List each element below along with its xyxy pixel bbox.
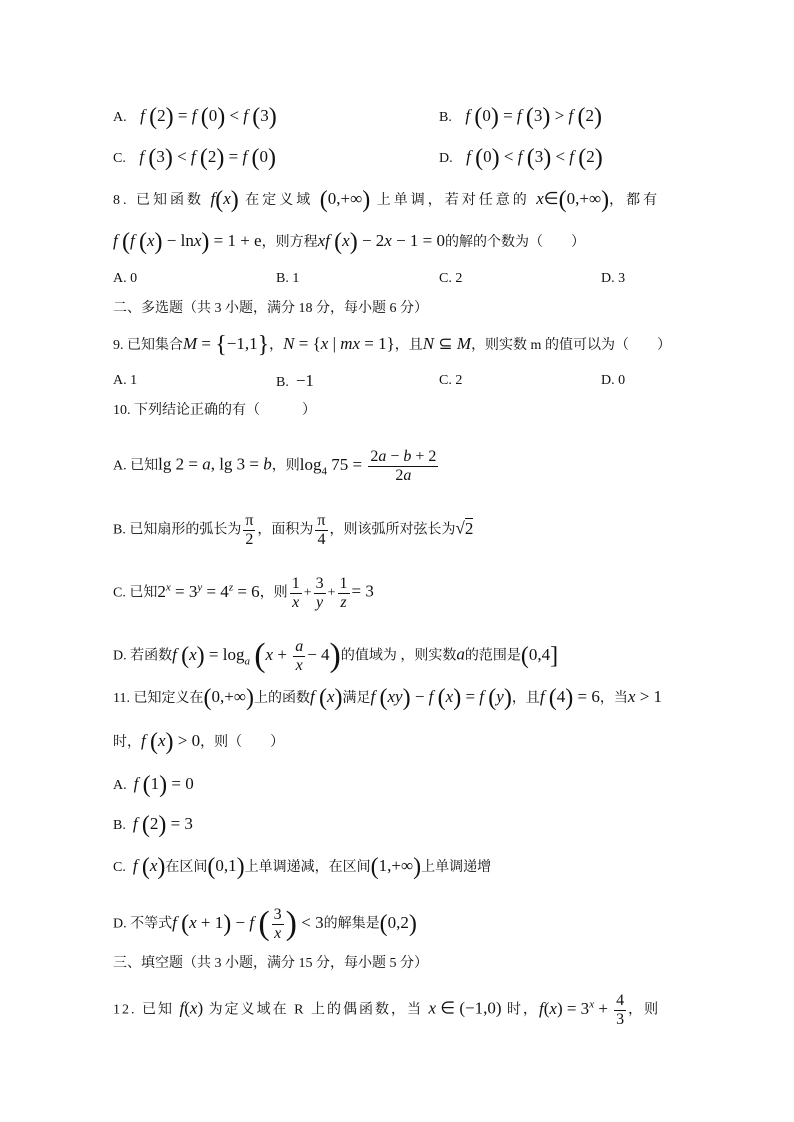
q11-text: 时，	[113, 735, 141, 750]
q8-option-d: D. 3	[601, 271, 626, 286]
q11-text: ，当	[599, 691, 628, 706]
q9-text: ，则实数 m 的值可以为（ ）	[471, 338, 671, 353]
q11-text: 的解集是	[323, 916, 380, 932]
q11-option-b: B. f (2) = 3	[113, 812, 193, 838]
q10-text: A. 已知	[113, 458, 159, 474]
q7-option-a: A. f (2) = f (0) < f (3)	[113, 104, 277, 130]
q11-stem-line2: 时，f (x) > 0，则（ ）	[113, 729, 285, 755]
q11-text: 上单调递减，在区间	[244, 860, 371, 875]
q11-text: ，则（ ）	[200, 735, 285, 750]
q10-text: 的范围是	[464, 648, 521, 664]
q10-text: ，则	[259, 585, 288, 601]
q8-option-a: A. 0	[113, 271, 138, 286]
q11-option-d: D. 不等式f (x + 1) − f ( $\frac{3}{x}$ ) < 3的解集是(0,2)	[113, 904, 417, 942]
q9-text: 已知集合	[127, 338, 183, 353]
q12-text: ，则	[628, 1002, 661, 1018]
q8-stem-line1: 8. 已知函数 f(x) 在定义域 (0,+∞) 上单调，若对任意的 x∈(0,+∞)，都有	[113, 187, 661, 213]
q12-text: 12. 已知	[113, 1002, 174, 1018]
q7-option-d: D. f (0) < f (3) < f (2)	[439, 145, 603, 171]
q10-text: D. 若函数	[113, 648, 173, 664]
option-label: B.	[113, 818, 126, 833]
q8-text: ，都有	[609, 193, 661, 208]
option-label: B.	[276, 375, 289, 390]
q10-text: C. 已知	[113, 585, 158, 601]
q8-text: 上单调，若对任意的	[376, 193, 530, 208]
q9-stem: 9. 已知集合M = {−1,1}，N = {x | mx = 1}，且N ⊆ M，则实数 m 的值可以为（ ）	[113, 332, 671, 358]
q11-option-c: C. f (x)在区间(0,1)上单调递减，在区间(1,+∞)上单调递增	[113, 854, 492, 880]
q8-option-c: C. 2	[439, 271, 463, 286]
q7-option-b: B. f (0) = f (3) > f (2)	[439, 104, 602, 130]
q11-text: 11. 已知定义在	[113, 691, 204, 706]
q11-text: ，且	[511, 691, 540, 706]
q12-text: 时，	[506, 1002, 539, 1018]
option-label: C.	[113, 860, 126, 875]
q11-option-a: A. f (1) = 0	[113, 772, 194, 798]
q9-option-b	[276, 372, 314, 392]
q10-option-d: D. 若函数f $(x) = \log_a (x$ + $\frac{a}{x}$ − 4)的值域为 ，则实数a的范围是(0,4]	[113, 636, 559, 674]
option-label: C.	[113, 151, 126, 166]
q12-stem: 12. 已知 f(x) 为定义域在 R 上的偶函数，当 x ∈ (−1,0) 时，$f(x) = 3^x$ + $\frac{4}{3}$ ，则	[113, 992, 661, 1028]
q11-text: 满足	[342, 691, 371, 706]
q8-option-b: B. 1	[276, 271, 300, 286]
q10-option-a: A. 已知lg 2 = a, lg 3 = b，则$\log_4 75$ = $\frac{2a - b + 2}{2a}$	[113, 448, 437, 484]
q10-option-b: B. 已知扇形的弧长为 $\frac{\pi}{2}$ ，面积为 $\frac{\pi}{4}$ ，则该弧所对弦长为√2	[113, 512, 474, 548]
q10-text: ，面积为	[257, 522, 314, 538]
q10-text: B. 已知扇形的弧长为	[113, 522, 242, 538]
q10-text: ，则该弧所对弦长为	[329, 522, 456, 538]
q10-text: ，则	[271, 458, 300, 474]
question-number: 9.	[113, 338, 124, 353]
q9-text: ，且	[394, 338, 423, 353]
q10-stem: 10. 下列结论正确的有（ ）	[113, 403, 316, 418]
q11-text: 上单调递增	[421, 860, 492, 875]
q12-text: 为定义域在 R 上的偶函数，当	[208, 1002, 423, 1018]
q8-stem-line2: f (f (x) − lnx) = 1 + e，则方程xf (x) − 2x − 1 = 0的解的个数为（ ）	[113, 229, 586, 255]
q7-option-c: C. f (3) < f (2) = f (0)	[113, 145, 276, 171]
q9-option-d: D. 0	[601, 373, 626, 388]
question-number: 8.	[113, 193, 130, 208]
q11-text: 上的函数	[253, 691, 310, 706]
q8-text: 在定义域	[245, 193, 314, 208]
q9-option-c: C. 2	[439, 373, 463, 388]
option-label: D.	[439, 151, 453, 166]
section-heading-3: 三、填空题（共 3 小题，满分 15 分，每小题 5 分）	[113, 956, 428, 971]
q10-option-c: C. 已知$2^x = 3^y = 4^z = 6$，则 $\frac{1}{x}$ + $\frac{3}{y}$ + $\frac{1}{z}$ = 3	[113, 575, 374, 611]
q9-option-a: A. 1	[113, 373, 138, 388]
option-label: B.	[439, 110, 452, 125]
option-value: −1	[295, 371, 314, 390]
q8-text: 已知函数	[136, 193, 204, 208]
q11-stem-line1: 11. 已知定义在(0,+∞)上的函数f (x)满足f (xy) − f (x) = f (y)，且f (4) = 6，当x > 1	[113, 685, 663, 711]
q11-text: D. 不等式	[113, 916, 173, 932]
section-heading-2: 二、多选题（共 3 小题，满分 18 分，每小题 6 分）	[113, 301, 428, 316]
option-label: A.	[113, 110, 127, 125]
option-label: A.	[113, 778, 127, 793]
q8-text: 的解的个数为（ ）	[445, 235, 586, 250]
q8-text: ，则方程	[261, 235, 318, 250]
q11-text: 在区间	[165, 860, 208, 875]
q10-text: 的值域为 ，则实数	[340, 648, 457, 664]
